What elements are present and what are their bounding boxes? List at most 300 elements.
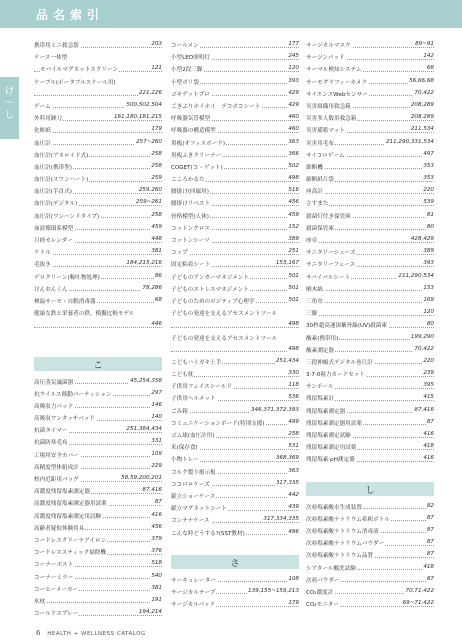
index-entry <box>306 235 434 247</box>
entry-page: 516 <box>288 187 299 194</box>
section-header-ko: こ <box>34 357 162 371</box>
index-entry <box>34 523 162 535</box>
index-entry <box>306 550 434 562</box>
index-entry <box>171 40 299 52</box>
index-entry <box>306 125 434 137</box>
entry-page: 87,416 <box>414 406 434 413</box>
index-entry <box>171 515 299 527</box>
entry-name: 酸素(携帯用) <box>306 335 339 342</box>
index-entry <box>306 308 434 320</box>
index-entry <box>306 52 434 64</box>
entry-page: 389 <box>423 248 434 255</box>
entry-name: 残留塩素測定用試薬 <box>306 445 357 452</box>
index-entry <box>34 377 162 389</box>
entry-name: 災害多人数用救急箱 <box>306 116 357 123</box>
entry-name: 子どものためのポジティブ心理学 <box>171 298 255 305</box>
entry-page: 389 <box>288 236 299 242</box>
index-entry <box>306 599 434 611</box>
index-entry <box>34 559 162 571</box>
entry-name: 災害組織用救急箱 <box>306 103 351 110</box>
entry-name: 次亜塩素酸ナトリウム品質 <box>306 553 374 560</box>
entry-name: コップ <box>171 250 188 257</box>
entry-name: 座卓 <box>306 238 318 244</box>
index-entry <box>171 235 299 247</box>
entry-page: 146 <box>151 401 162 408</box>
index-entry <box>34 425 162 437</box>
index-entry <box>171 284 299 296</box>
index-entry <box>306 418 434 430</box>
entry-page: 459 <box>151 223 162 230</box>
entry-name: サイエンスWebセンサー <box>306 91 368 98</box>
entry-name: 高吸収力パッド <box>34 403 74 410</box>
entry-page: 169 <box>423 296 434 303</box>
index-entry <box>34 77 162 89</box>
entry-name: 血圧計(デジタル) <box>34 201 78 208</box>
entry-page: 87,416 <box>142 487 162 494</box>
entry-name: 健康な鉄と栄養者の鉄、模擬比較モデル <box>34 311 135 318</box>
entry-page: 251,434 <box>275 357 299 364</box>
entry-name: 高精度型体組成計 <box>34 464 79 471</box>
index-entry <box>306 333 434 345</box>
index-entry <box>171 333 299 345</box>
index-entry <box>306 64 434 76</box>
entry-page: 80 <box>426 321 434 328</box>
index-entry <box>34 511 162 523</box>
entry-name: 校内近距用パッグ <box>34 477 79 483</box>
index-side-tab <box>0 77 19 139</box>
entry-name: サーキュレーター <box>171 577 216 584</box>
entry-page: 379 <box>151 535 162 542</box>
entry-name: 高吸収ワンタッチパッド <box>34 416 95 423</box>
entry-name: 血圧計 <box>34 140 51 147</box>
index-entry <box>306 296 434 308</box>
index-entry <box>171 125 299 137</box>
entry-name: 30秒超高速深紫外線(UV)殺菌庫 <box>306 323 387 330</box>
entry-name: 子どものストレスマネジメント <box>171 286 249 293</box>
entry-name: ケース一体型 <box>34 55 68 62</box>
entry-page: 498 <box>288 345 299 352</box>
entry-page: 346,371,372,393 <box>250 406 299 413</box>
entry-name: コミュニケーションボード(特別支援) <box>171 420 265 427</box>
entry-name: 次亜塩素酸ナトリウム消毒液 <box>306 528 379 535</box>
entry-page: 460 <box>288 114 299 121</box>
side-tab-char: 〜 <box>4 98 15 109</box>
entry-page: 109 <box>151 450 162 457</box>
entry-page: 69~71,422 <box>402 600 434 607</box>
entry-page: 118 <box>288 382 299 389</box>
entry-name: サージンパッド <box>306 55 345 62</box>
entry-page: 539 <box>423 199 434 206</box>
index-entry <box>306 320 434 332</box>
entry-name: CO₂モニター <box>306 602 339 609</box>
entry-page: 258 <box>288 431 299 437</box>
entry-page: 258 <box>151 162 162 169</box>
leader-dots <box>34 132 162 133</box>
entry-page: 498 <box>288 321 299 328</box>
index-entry <box>306 442 434 454</box>
entry-name: 三角巾 <box>306 298 323 305</box>
entry-page: 211,290,331,534 <box>385 138 434 145</box>
entry-page: 499 <box>288 418 299 425</box>
index-entry <box>171 381 299 393</box>
entry-name: 黒板ふきクリーナー <box>171 152 222 159</box>
index-entry <box>306 284 434 296</box>
index-entry <box>171 454 299 466</box>
index-entry <box>171 223 299 235</box>
entry-name: 携帯用ミニ救急袋 <box>34 43 79 49</box>
entry-name: 子供用ヘルメット <box>171 396 216 403</box>
index-entry <box>34 474 162 486</box>
index-entry <box>34 437 162 449</box>
entry-page: 297 <box>151 389 162 396</box>
entry-page: 416 <box>423 431 434 437</box>
index-entry <box>34 247 162 259</box>
entry-name: 黒板(オフィスボード) <box>171 140 226 147</box>
index-entry <box>306 369 434 381</box>
index-entry <box>34 52 162 64</box>
entry-name: 血圧計(アネロイド式) <box>34 152 89 159</box>
index-column-3 <box>306 40 434 611</box>
catalog-name: HEALTH + WELLNESS CATALOG <box>47 631 146 637</box>
index-entry <box>34 547 162 559</box>
index-entry <box>34 89 162 101</box>
index-entry <box>306 150 434 162</box>
entry-name: ゴム球(血圧計用) <box>171 433 215 439</box>
index-entry <box>171 89 299 101</box>
index-entry <box>34 413 162 425</box>
entry-page: 82 <box>426 502 434 509</box>
entry-page: 501 <box>288 284 299 291</box>
index-entry <box>34 186 162 198</box>
entry-name: COGET(コ・ゲット) <box>171 164 223 171</box>
entry-name: サイコロゲーム <box>306 152 345 159</box>
section-header-sa: さ <box>171 555 299 569</box>
entry-page: 501 <box>288 296 299 303</box>
entry-page: 86 <box>154 272 162 279</box>
index-entry <box>306 77 434 89</box>
entry-page: 221,226 <box>138 89 162 96</box>
index-entry <box>171 467 299 479</box>
entry-name: 3·7·0視力カードセット <box>306 372 365 379</box>
entry-page: 429 <box>288 89 299 96</box>
entry-name: 小型2段三脚 <box>171 67 203 74</box>
entry-page: 153 <box>423 284 434 291</box>
entry-page: 353 <box>423 162 434 169</box>
entry-name: 血圧計(携帯型) <box>34 164 72 171</box>
entry-name: ゲロクリーン(嘔吐物処理) <box>34 274 100 281</box>
entry-page: 56,66,68 <box>409 77 434 84</box>
leader-dots <box>34 327 162 328</box>
index-entry <box>171 211 299 223</box>
entry-page: 108 <box>288 575 299 582</box>
index-entry <box>34 572 162 584</box>
entry-page: 87 <box>426 575 434 582</box>
index-entry <box>171 491 299 503</box>
index-entry <box>34 608 162 620</box>
entry-name: 次亜パウダー <box>306 577 340 584</box>
index-entry <box>306 174 434 186</box>
entry-name: 災害備蓄マット <box>306 128 345 135</box>
entry-name: 工場用安全カバー <box>34 452 79 459</box>
entry-name: 座高計 <box>306 189 323 196</box>
entry-page: 446 <box>151 321 162 328</box>
index-entry <box>306 357 434 369</box>
entry-name: 小型LED照明灯 <box>171 55 210 62</box>
entry-name: 殺菌灯付き保管庫 <box>306 213 351 220</box>
entry-page: 80 <box>426 223 434 230</box>
entry-page: 220 <box>423 187 434 194</box>
index-entry <box>171 113 299 125</box>
index-entry <box>306 40 434 52</box>
index-entry <box>306 381 434 393</box>
entry-name: モバイルマグネットスクリーン <box>40 67 119 74</box>
index-column-1 <box>34 40 162 620</box>
index-entry <box>34 296 162 308</box>
entry-name: 米(保存食) <box>171 445 198 452</box>
entry-name: ケトル <box>34 250 51 257</box>
entry-page: 363 <box>288 138 299 145</box>
entry-name: ゲーム <box>34 103 51 110</box>
entry-page: 536 <box>288 394 299 401</box>
entry-page: 317,334,335 <box>263 516 299 523</box>
index-entry <box>34 113 162 125</box>
entry-page: 416 <box>151 511 162 518</box>
entry-name: コードレススティック掃除機 <box>34 550 106 557</box>
entry-page: 258 <box>151 150 162 157</box>
section-header-shi: し <box>306 482 434 496</box>
entry-name: サーモグラフィーカメラ <box>306 79 367 86</box>
index-entry <box>34 498 162 510</box>
entry-page: 70,422 <box>414 345 434 352</box>
entry-page: 415 <box>423 394 434 401</box>
entry-name: 高圧蒸気滅菌器 <box>34 379 74 386</box>
index-entry <box>171 296 299 308</box>
entry-name: コーヒーメーカー <box>34 586 79 593</box>
entry-name: 酸素測定器 <box>306 347 334 354</box>
entry-page: 191 <box>151 596 162 603</box>
page-footer <box>36 629 146 637</box>
entry-page: 395 <box>423 382 434 389</box>
entry-page: 87 <box>154 499 162 506</box>
entry-name: 残留塩素·pH測定器 <box>306 457 355 464</box>
entry-name: 次亜塩素酸水生成装置 <box>306 504 362 511</box>
entry-name: 腰掛けリベスト <box>171 201 211 208</box>
entry-page: 251 <box>288 248 299 255</box>
entry-name: コルク製り掲示板 <box>171 469 216 476</box>
index-entry <box>34 162 162 174</box>
entry-page: 439 <box>288 504 299 511</box>
index-entry <box>171 528 299 540</box>
entry-name: ケーブル(ポータブルスケール用) <box>34 79 116 86</box>
leader-dots <box>306 302 434 303</box>
entry-name: 子供用フェイスシールド <box>171 384 233 391</box>
entry-page: 121 <box>151 65 162 72</box>
index-entry <box>306 502 434 514</box>
entry-name: ごきぶりホイホイ デコボコシート <box>171 103 261 110</box>
entry-name: ココロロケーズ <box>171 481 210 488</box>
index-entry <box>34 450 162 462</box>
entry-page: 456 <box>151 523 162 530</box>
entry-page: 140 <box>151 414 162 421</box>
entry-name: 検温サーモ・自動消毒器 <box>34 298 96 305</box>
entry-page: 460 <box>288 126 299 133</box>
entry-page: 259~261 <box>135 199 162 206</box>
entry-name: 呼吸器の構造模型 <box>171 128 216 135</box>
entry-page: 153,167 <box>275 260 299 267</box>
entry-page: 368,369 <box>275 455 299 462</box>
entry-name: 三脚 <box>306 311 318 318</box>
leader-dots <box>34 254 162 255</box>
index-entry <box>171 345 299 357</box>
entry-name: 月経カレンダー <box>34 238 73 244</box>
entry-page: 363 <box>288 467 299 474</box>
entry-page: 317,335 <box>275 479 299 486</box>
entry-name: こんな時どうする?(SST教材) <box>171 530 245 537</box>
index-entry <box>306 587 434 599</box>
entry-name: 固定粘着シート <box>171 262 211 269</box>
index-entry <box>306 272 434 284</box>
index-entry <box>34 138 162 150</box>
entry-name: 殺菌保管庫 <box>306 225 334 232</box>
index-entry <box>171 479 299 491</box>
entry-name: 高濃度残留塩素測定器 <box>34 489 90 496</box>
entry-name: サニタリーシューズ <box>306 250 356 257</box>
entry-page: 501 <box>288 272 299 279</box>
index-entry <box>171 393 299 405</box>
entry-name: 子どものアンガーマネジメント <box>171 274 249 281</box>
entry-page: 199,290 <box>410 333 434 340</box>
index-entry <box>34 150 162 162</box>
entry-page: 258 <box>151 211 162 218</box>
entry-page: 416 <box>423 455 434 462</box>
entry-name: コーナーポスト <box>34 562 74 569</box>
entry-name: 残留塩素計 <box>306 396 334 403</box>
entry-name: 氷枕 <box>34 598 46 605</box>
index-entry <box>171 308 299 320</box>
index-entry <box>306 223 434 235</box>
entry-name: コールメン <box>171 43 199 49</box>
entry-page: 139,155~159,213 <box>248 587 299 594</box>
index-entry <box>306 514 434 526</box>
entry-page: 87 <box>426 526 434 533</box>
index-entry <box>171 357 299 369</box>
entry-page: 459 <box>288 211 299 218</box>
entry-page: 376 <box>151 548 162 555</box>
entry-page: 184,215,216 <box>126 260 162 267</box>
page-number: 6 <box>36 629 41 637</box>
entry-name: 骨格模型(人体) <box>171 213 209 220</box>
entry-page: 87 <box>426 539 434 546</box>
index-entry <box>306 393 434 405</box>
entry-page: 142 <box>423 53 434 60</box>
entry-page: 245 <box>288 53 299 60</box>
entry-name: CO₂濃度計 <box>306 589 334 596</box>
leader-dots <box>306 315 434 316</box>
index-entry <box>34 320 162 332</box>
entry-page: 353 <box>423 175 434 182</box>
index-entry <box>306 526 434 538</box>
index-entry <box>306 538 434 550</box>
index-entry <box>306 430 434 442</box>
entry-page: 152 <box>288 223 299 230</box>
entry-page: 381 <box>151 248 162 255</box>
index-entry <box>306 259 434 271</box>
index-entry <box>34 535 162 547</box>
entry-page: 229 <box>151 462 162 469</box>
entry-page: 330 <box>288 370 299 377</box>
entry-page: 518 <box>151 560 162 567</box>
entry-page: 203 <box>151 41 162 47</box>
entry-page: 211,534 <box>410 126 434 133</box>
page-title: 品名索引 <box>36 8 105 22</box>
entry-page: 87 <box>426 551 434 558</box>
entry-name: サニタリーフェース <box>306 262 356 269</box>
index-entry <box>171 64 299 76</box>
entry-name: コンテナケース <box>171 518 210 525</box>
entry-name: こどもハミガキ上手 <box>171 359 222 366</box>
index-entry <box>171 138 299 150</box>
entry-name: 子どもの発達を支えるアセスメントツール <box>171 311 278 318</box>
index-entry <box>306 113 434 125</box>
entry-name: コットンクロス <box>171 225 210 232</box>
index-entry <box>171 430 299 442</box>
index-entry <box>306 454 434 466</box>
entry-page: 428,429 <box>410 236 434 242</box>
entry-page: 68 <box>426 65 434 72</box>
entry-name: けんおんくん <box>34 286 68 293</box>
entry-name: コーナーミラー <box>34 574 74 581</box>
entry-page: 89~91 <box>415 41 434 47</box>
entry-name: シアタール酸洗試験 <box>306 565 356 572</box>
entry-page: 448 <box>151 236 162 242</box>
index-entry <box>171 587 299 599</box>
entry-page: 68 <box>154 296 162 303</box>
entry-name: ごみ箱 <box>171 408 188 415</box>
entry-name: サバイバルシート <box>306 274 351 281</box>
leader-dots <box>306 290 434 291</box>
index-entry <box>34 462 162 474</box>
entry-page: 161,180,181,215 <box>113 114 162 121</box>
entry-page: 257~260 <box>135 138 162 145</box>
entry-name: 抗菌タイマー <box>34 428 68 435</box>
entry-name: 化粧紙 <box>34 128 51 135</box>
index-entry <box>171 418 299 430</box>
entry-page: 429 <box>288 101 299 108</box>
entry-name: サーマル検知システム <box>306 67 362 74</box>
entry-name: こころかるた <box>171 177 205 184</box>
entry-page: 531 <box>288 443 299 450</box>
entry-name: 次亜塩素酸ナトリウムパウダー <box>306 541 385 548</box>
entry-name: 呼吸器気管模型 <box>171 116 211 123</box>
entry-page: 381 <box>151 584 162 591</box>
entry-page: 70,422 <box>414 89 434 96</box>
entry-name: コットンシーツ <box>171 238 210 244</box>
entry-page: 366 <box>288 150 299 157</box>
index-entry <box>171 442 299 454</box>
entry-name: サージカルテープ <box>171 589 216 596</box>
index-entry <box>306 138 434 150</box>
entry-page: 208,289 <box>410 101 434 108</box>
entry-page: 418 <box>423 443 434 450</box>
index-entry <box>306 247 434 259</box>
entry-page: 120 <box>423 309 434 316</box>
entry-page: 179 <box>151 126 162 133</box>
entry-name: 細断機 <box>306 164 323 171</box>
entry-name: 毛抜き <box>34 262 51 269</box>
index-entry <box>34 235 162 247</box>
index-entry <box>306 406 434 418</box>
index-entry <box>306 563 434 575</box>
